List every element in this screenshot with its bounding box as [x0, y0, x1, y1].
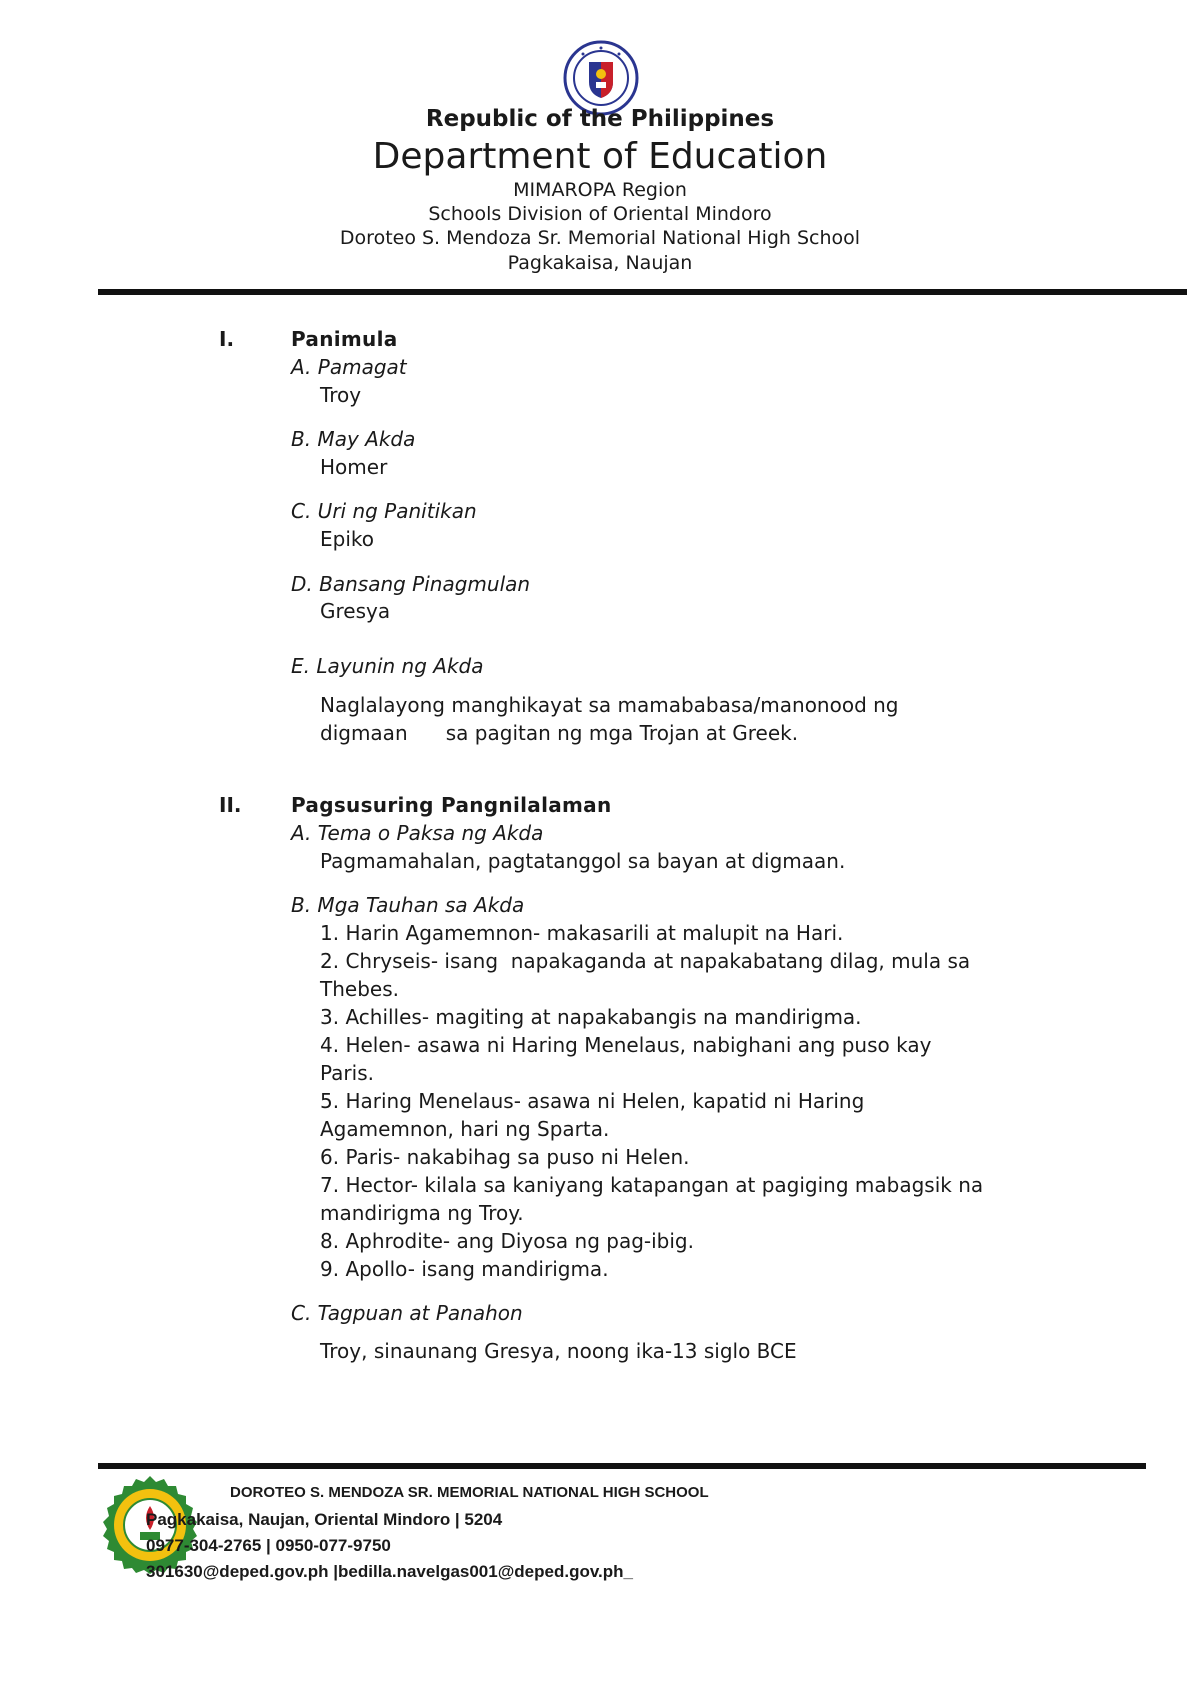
character-line: Paris. [320, 1061, 374, 1085]
header-region: MIMAROPA Region [513, 179, 687, 201]
item-label: B. May Akda [291, 427, 416, 451]
header-republic: Republic of the Philippines [425, 106, 775, 132]
item-value: Gresya [320, 599, 391, 623]
item-label: C. Tagpuan at Panahon [291, 1301, 523, 1325]
footer-divider [98, 1463, 1146, 1469]
footer-address: Pagkakaisa, Naujan, Oriental Mindoro | 5204 [146, 1510, 503, 1529]
character-line: 2. Chryseis- isang napakaganda at napakabatang dilag, mula sa [320, 949, 971, 973]
footer-phones: 0977-304-2765 | 0950-077-9750 [146, 1536, 391, 1555]
character-line: Thebes. [320, 977, 399, 1001]
item-value: Troy, sinaunang Gresya, noong ika-13 siglo BCE [320, 1339, 797, 1363]
item-label: C. Uri ng Panitikan [291, 499, 477, 523]
section-numeral: I. [219, 327, 235, 351]
item-line: Naglalayong manghikayat sa mamababasa/manonood ng [320, 693, 899, 717]
item-value: Pagmamahalan, pagtatanggol sa bayan at digmaan. [320, 849, 846, 873]
header-location: Pagkakaisa, Naujan [507, 252, 693, 274]
item-value: Homer [320, 455, 388, 479]
character-line: 6. Paris- nakabihag sa puso ni Helen. [320, 1145, 690, 1169]
item-label: B. Mga Tauhan sa Akda [291, 893, 525, 917]
character-line: 8. Aphrodite- ang Diyosa ng pag-ibig. [320, 1229, 694, 1253]
character-line: 4. Helen- asawa ni Haring Menelaus, nabighani ang puso kay [320, 1033, 932, 1057]
item-label: D. Bansang Pinagmulan [291, 572, 531, 596]
character-line: mandirigma ng Troy. [320, 1201, 524, 1225]
item-line: digmaan sa pagitan ng mga Trojan at Greek. [320, 721, 799, 745]
character-line: 3. Achilles- magiting at napakabangis na mandirigma. [320, 1005, 862, 1029]
section-title: Panimula [291, 327, 398, 351]
item-label: A. Tema o Paksa ng Akda [291, 821, 544, 845]
item-value: Troy [320, 383, 362, 407]
header-division: Schools Division of Oriental Mindoro [428, 203, 772, 225]
deped-seal-icon [563, 40, 639, 116]
item-value: Epiko [320, 527, 374, 551]
section-title: Pagsusuring Pangnilalaman [291, 793, 612, 817]
item-label: E. Layunin ng Akda [291, 654, 484, 678]
section-numeral: II. [219, 793, 242, 817]
character-line: 7. Hector- kilala sa kaniyang katapangan at pagiging mabagsik na [320, 1173, 984, 1197]
header-divider [98, 289, 1187, 295]
character-line: 1. Harin Agamemnon- makasarili at malupit na Hari. [320, 921, 844, 945]
character-line: 5. Haring Menelaus- asawa ni Helen, kapatid ni Haring [320, 1089, 865, 1113]
footer-emails: 301630@deped.gov.ph |bedilla.navelgas001@deped.gov.ph_ [146, 1562, 633, 1581]
header-department: Department of Education [372, 136, 828, 177]
character-line: Agamemnon, hari ng Sparta. [320, 1117, 610, 1141]
item-label: A. Pamagat [291, 355, 407, 379]
footer-school-name: DOROTEO S. MENDOZA SR. MEMORIAL NATIONAL HIGH SCHOOL [230, 1484, 709, 1501]
character-line: 9. Apollo- isang mandirigma. [320, 1257, 609, 1281]
header-school: Doroteo S. Mendoza Sr. Memorial National High School [339, 227, 861, 249]
